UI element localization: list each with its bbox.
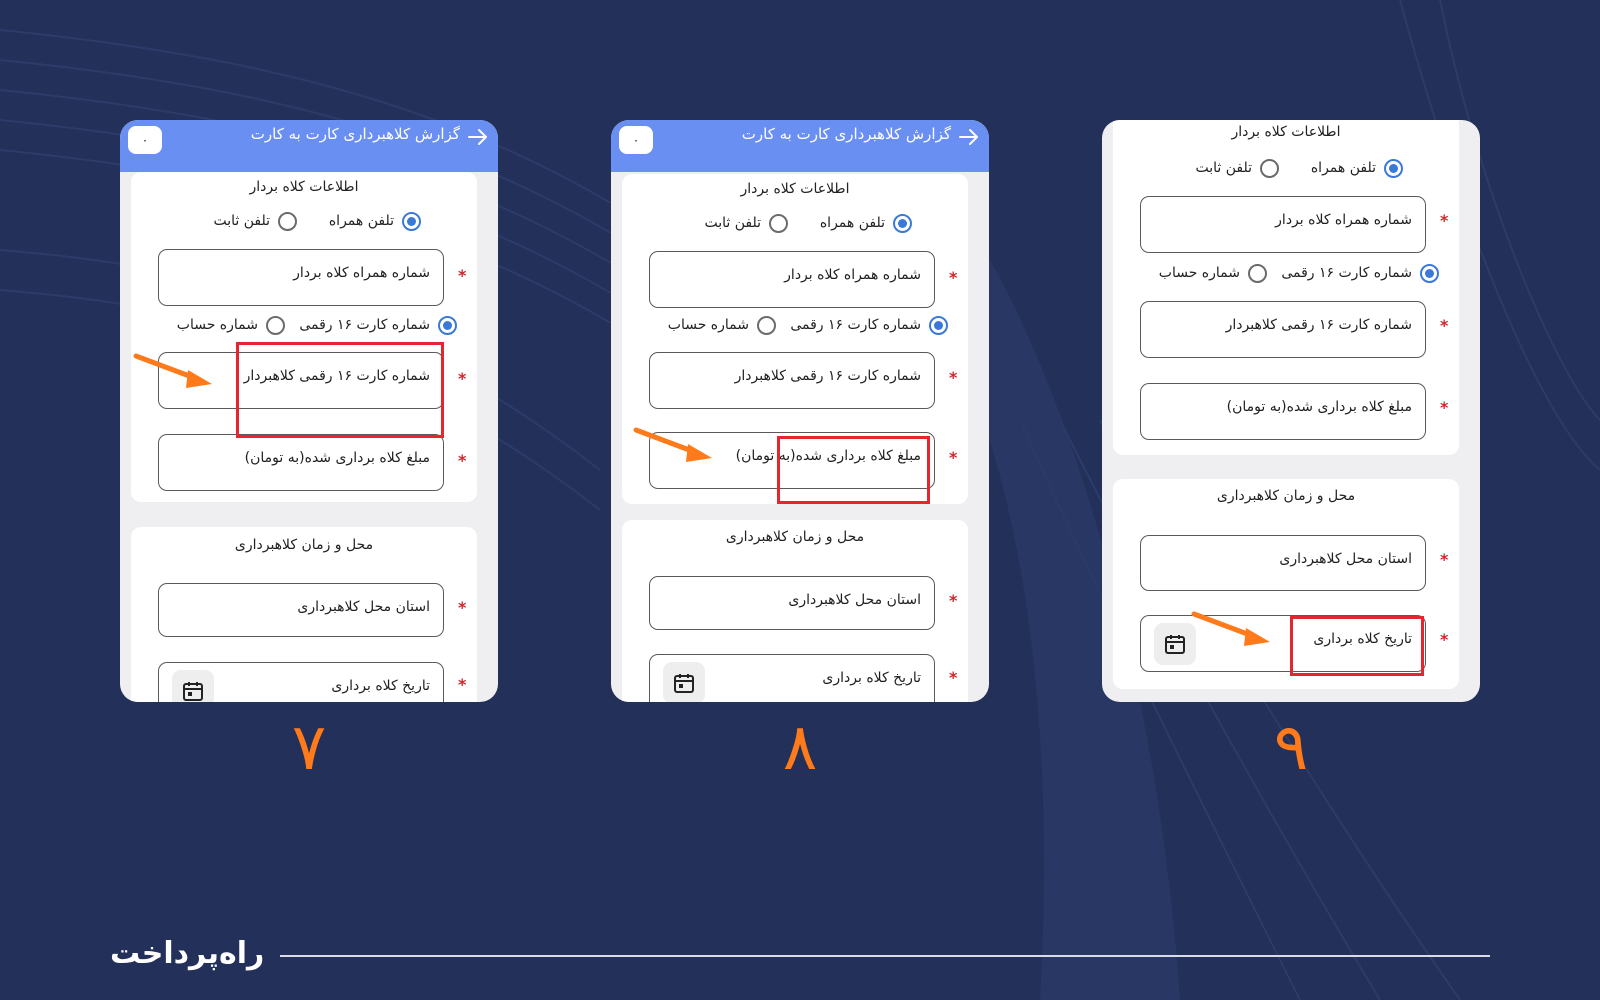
account-type-radio-group	[622, 312, 968, 338]
province-placeholder: استان محل کلاهبرداری	[297, 599, 430, 615]
card-number-placeholder: شماره کارت ۱۶ رقمی کلاهبردار	[734, 368, 921, 384]
scammer-info-card	[131, 172, 477, 502]
radio-card16-indicator[interactable]	[1420, 264, 1439, 283]
card-number-field[interactable]	[1140, 301, 1426, 358]
step-number-9: ۹	[1273, 711, 1309, 785]
radio-landline-label: تلفن ثابت	[213, 213, 270, 229]
required-mark: *	[458, 451, 467, 470]
radio-mobile[interactable]	[1311, 155, 1403, 181]
radio-mobile-label: تلفن همراه	[328, 213, 394, 229]
radio-mobile-label: تلفن همراه	[819, 215, 885, 231]
required-mark: *	[458, 598, 467, 617]
section-title-place-time: محل و زمان کلاهبرداری	[234, 537, 374, 553]
radio-account-label: شماره حساب	[176, 317, 258, 333]
date-placeholder: تاریخ کلاه برداری	[1313, 631, 1412, 647]
account-type-radio-group	[1113, 260, 1459, 286]
mobile-field[interactable]	[649, 251, 935, 308]
amount-field[interactable]	[158, 434, 444, 491]
province-placeholder: استان محل کلاهبرداری	[1279, 551, 1412, 567]
header-badge[interactable]: ۰	[128, 126, 162, 154]
radio-card16[interactable]	[1281, 260, 1439, 286]
required-mark: *	[1440, 316, 1449, 335]
required-mark: *	[949, 668, 958, 687]
required-mark: *	[458, 369, 467, 388]
required-mark: *	[949, 268, 958, 287]
radio-card16[interactable]	[790, 312, 948, 338]
footer-divider	[280, 955, 1490, 957]
app-title: گزارش کلاهبرداری کارت به کارت	[250, 125, 460, 143]
phone-screen-step-8	[611, 120, 989, 702]
pointer-arrow-icon	[630, 424, 720, 464]
card-number-placeholder: شماره کارت ۱۶ رقمی کلاهبردار	[1225, 317, 1412, 333]
section-title-place-time: محل و زمان کلاهبرداری	[725, 529, 865, 545]
date-field[interactable]	[158, 662, 444, 702]
province-field[interactable]	[1140, 535, 1426, 591]
radio-mobile[interactable]	[820, 210, 912, 236]
section-title-scammer-info: اطلاعات کلاه بردار	[249, 179, 359, 195]
pointer-arrow-icon	[1188, 608, 1278, 648]
radio-account-indicator[interactable]	[266, 316, 285, 335]
account-type-radio-group	[131, 312, 477, 338]
date-placeholder: تاریخ کلاه برداری	[331, 678, 430, 694]
radio-card16-indicator[interactable]	[929, 316, 948, 335]
radio-landline-indicator[interactable]	[1260, 159, 1279, 178]
province-field[interactable]	[158, 583, 444, 637]
pointer-arrow-icon	[130, 350, 220, 390]
highlight-amount	[777, 436, 930, 504]
radio-mobile[interactable]	[329, 208, 421, 234]
radio-card16-label: شماره کارت ۱۶ رقمی	[1281, 265, 1412, 281]
required-mark: *	[458, 266, 467, 285]
required-mark: *	[1440, 398, 1449, 417]
radio-account-indicator[interactable]	[1248, 264, 1267, 283]
calendar-icon	[181, 679, 205, 702]
required-mark: *	[949, 368, 958, 387]
required-mark: *	[949, 448, 958, 467]
radio-landline-label: تلفن ثابت	[1195, 160, 1252, 176]
mobile-field[interactable]	[158, 249, 444, 306]
back-arrow-icon[interactable]	[957, 125, 981, 149]
calendar-button[interactable]	[172, 670, 214, 702]
required-mark: *	[949, 591, 958, 610]
header-badge[interactable]: ۰	[619, 126, 653, 154]
mobile-field-placeholder: شماره همراه کلاه بردار	[784, 267, 921, 283]
date-field[interactable]	[649, 654, 935, 702]
place-time-card	[622, 520, 968, 702]
mobile-field[interactable]	[1140, 196, 1426, 253]
radio-mobile-indicator[interactable]	[893, 214, 912, 233]
radio-account-label: شماره حساب	[1158, 265, 1240, 281]
highlight-card-number	[236, 342, 444, 438]
required-mark: *	[1440, 211, 1449, 230]
card-number-placeholder: شماره کارت ۱۶ رقمی کلاهبردار	[243, 368, 430, 384]
radio-account[interactable]	[668, 312, 776, 338]
radio-mobile-label: تلفن همراه	[1310, 160, 1376, 176]
required-mark: *	[458, 675, 467, 694]
calendar-icon	[1163, 632, 1187, 656]
card-number-field[interactable]	[649, 352, 935, 409]
mobile-field-placeholder: شماره همراه کلاه بردار	[1275, 212, 1412, 228]
phone-screen-step-9	[1102, 120, 1480, 702]
mobile-field-placeholder: شماره همراه کلاه بردار	[293, 265, 430, 281]
scammer-info-card	[1113, 120, 1459, 455]
radio-card16-indicator[interactable]	[438, 316, 457, 335]
calendar-icon	[672, 671, 696, 695]
amount-placeholder: مبلغ کلاه برداری شده(به تومان)	[735, 448, 921, 464]
radio-card16-label: شماره کارت ۱۶ رقمی	[790, 317, 921, 333]
radio-landline[interactable]	[213, 208, 297, 234]
radio-landline-label: تلفن ثابت	[704, 215, 761, 231]
phone-type-radio-group	[131, 208, 477, 234]
section-title-place-time: محل و زمان کلاهبرداری	[1216, 488, 1356, 504]
app-header	[120, 120, 498, 172]
step-number-7: ۷	[291, 711, 327, 785]
radio-card16-label: شماره کارت ۱۶ رقمی	[299, 317, 430, 333]
radio-account[interactable]	[1159, 260, 1267, 286]
app-header	[611, 120, 989, 172]
radio-account[interactable]	[177, 312, 285, 338]
radio-mobile-indicator[interactable]	[1384, 159, 1403, 178]
radio-account-label: شماره حساب	[667, 317, 749, 333]
radio-landline[interactable]	[704, 210, 788, 236]
radio-card16[interactable]	[299, 312, 457, 338]
app-title: گزارش کلاهبرداری کارت به کارت	[741, 125, 951, 143]
radio-landline-indicator[interactable]	[278, 212, 297, 231]
brand-logo: راه‌پرداخت	[110, 936, 265, 971]
place-time-card	[131, 527, 477, 702]
section-title-scammer-info: اطلاعات کلاه بردار	[740, 181, 850, 197]
step-number-8: ۸	[782, 711, 818, 785]
amount-field[interactable]	[1140, 383, 1426, 440]
amount-placeholder: مبلغ کلاه برداری شده(به تومان)	[244, 450, 430, 466]
back-arrow-icon[interactable]	[466, 125, 490, 149]
required-mark: *	[1440, 630, 1449, 649]
province-placeholder: استان محل کلاهبرداری	[788, 592, 921, 608]
required-mark: *	[1440, 550, 1449, 569]
calendar-button[interactable]	[663, 662, 705, 702]
province-field[interactable]	[649, 576, 935, 630]
radio-landline-indicator[interactable]	[769, 214, 788, 233]
amount-placeholder: مبلغ کلاه برداری شده(به تومان)	[1226, 399, 1412, 415]
section-title-scammer-info: اطلاعات کلاه بردار	[1231, 124, 1341, 140]
date-placeholder: تاریخ کلاه برداری	[822, 670, 921, 686]
radio-mobile-indicator[interactable]	[402, 212, 421, 231]
radio-account-indicator[interactable]	[757, 316, 776, 335]
phone-type-radio-group	[622, 210, 968, 236]
highlight-date	[1290, 616, 1424, 676]
phone-type-radio-group	[1113, 155, 1459, 181]
radio-landline[interactable]	[1195, 155, 1279, 181]
